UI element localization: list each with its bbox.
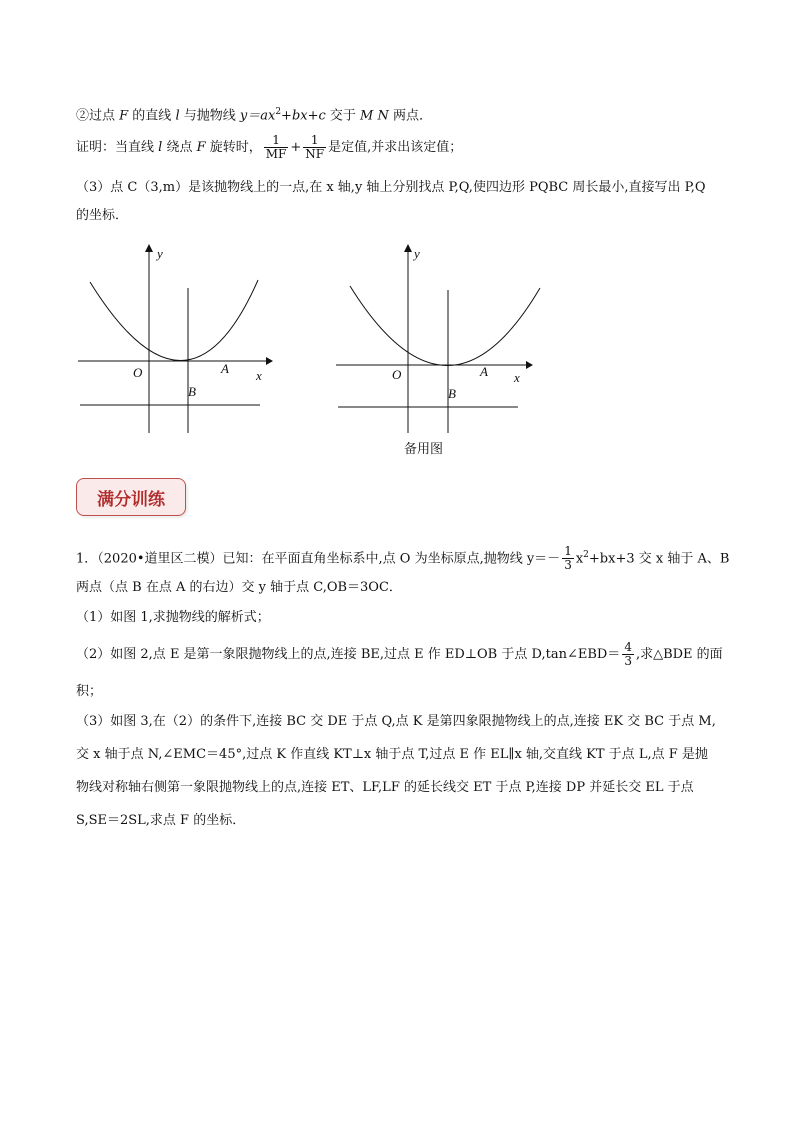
x-axis-arrow — [526, 361, 533, 369]
a-label: A — [480, 364, 488, 379]
problem1-part2-line2: 积； — [76, 684, 103, 699]
origin-label: O — [392, 367, 402, 382]
y-axis-arrow — [404, 244, 412, 252]
x-label: x — [256, 368, 262, 383]
problem1-part3-line2: 交 x 轴于点 N,∠EMC＝45°,过点 K 作直线 KT⊥x 轴于点 T,过点 E 作 EL∥x 轴,交直线 KT 于点 L,点 F 是抛 — [76, 747, 708, 762]
fraction-1-over-nf: $\frac{1}{NF}$ — [305, 133, 325, 161]
full-score-training-badge: 满分训练 — [76, 478, 186, 516]
origin-label: O — [133, 365, 143, 380]
a-label: A — [221, 361, 229, 376]
problem1-part3-line3: 物线对称轴右侧第一象限抛物线上的点,连接 ET、LF,LF 的延长线交 ET 于点 P,连接 DP 并延长交 EL 于点 — [76, 780, 694, 795]
problem1-part1: （1）如图 1,求抛物线的解析式； — [76, 610, 270, 625]
proof-line: 证明：当直线 l 绕点 F 旋转时， $\frac{1}{MF}$ + $\frac{1}{NF}$ 是定值,并求出该定值； — [76, 133, 463, 161]
fraction-1-over-mf: $\frac{1}{MF}$ — [265, 133, 287, 161]
x-label: x — [514, 370, 520, 385]
problem1-line1: 1．（2020•道里区二模）已知：在平面直角坐标系中,点 O 为坐标原点,抛物线 y＝－ $\frac{1}{3}$ $x^2+bx+3$ 交 x 轴于 A、B — [76, 544, 730, 573]
b-label: B — [188, 384, 196, 399]
parabola-figure-1 — [70, 240, 275, 440]
x-axis-arrow — [266, 357, 273, 365]
problem1-part3-line4: S,SE＝2SL,求点 F 的坐标． — [76, 813, 246, 828]
fraction-1-over-3: $\frac{1}{3}$ — [564, 544, 572, 573]
problem1-line2: 两点（点 B 在点 A 的右边）交 y 轴于点 C,OB＝3OC． — [76, 580, 402, 595]
backup-figure-caption: 备用图 — [404, 442, 444, 457]
y-label: y — [157, 246, 163, 261]
fraction-4-over-3: $\frac{4}{3}$ — [624, 640, 632, 668]
problem1-part2-line1: （2）如图 2,点 E 是第一象限抛物线上的点,连接 BE,过点 E 作 ED⊥OB 于点 D,tan∠EBD＝ $\frac{4}{3}$ ,求△BDE 的面 — [76, 640, 723, 668]
part3-line2: 的坐标． — [76, 208, 129, 223]
b-label: B — [448, 386, 456, 401]
item2-line: ②过点 F 的直线 l 与抛物线 $y=ax^2+bx+c$ 交于 M N 两点． — [76, 107, 433, 124]
parabola-curve — [90, 280, 258, 361]
y-label: y — [414, 246, 420, 261]
parabola-curve — [350, 286, 540, 366]
y-axis-arrow — [145, 244, 153, 252]
part3-line1: （3）点 C（3,m）是该抛物线上的一点,在 x 轴,y 轴上分别找点 P,Q,使四边形 PQBC 周长最小,直接写出 P,Q — [76, 180, 706, 195]
parabola-figure-backup — [330, 240, 545, 440]
problem1-part3-line1: （3）如图 3,在（2）的条件下,连接 BC 交 DE 于点 Q,点 K 是第四象限抛物线上的点,连接 EK 交 BC 于点 M, — [76, 714, 716, 729]
